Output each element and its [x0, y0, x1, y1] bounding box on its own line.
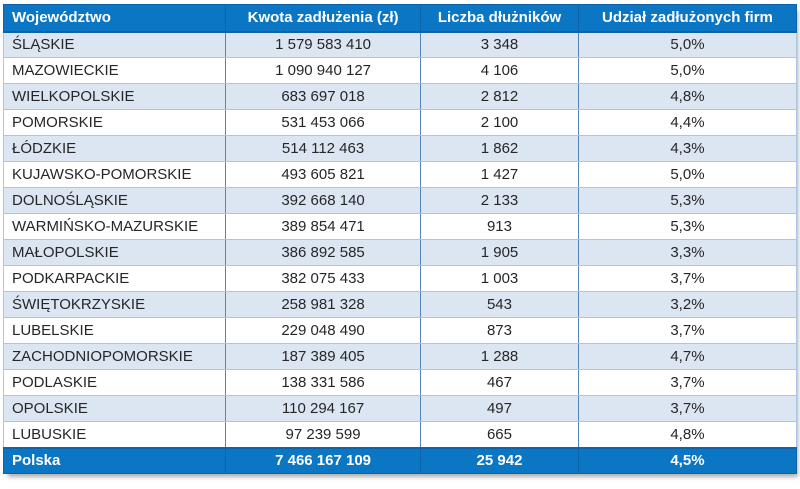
debt-share: 5,0% [578, 162, 796, 188]
table-row [4, 214, 797, 240]
debt-share: 4,7% [578, 344, 796, 370]
column-header-debtor-count: Liczba dłużników [421, 5, 579, 32]
debtor-count: 3 348 [421, 32, 579, 58]
voivodeship-name: ŚLĄSKIE [4, 32, 226, 58]
voivodeship-name: PODLASKIE [4, 370, 226, 396]
voivodeship-name: WARMIŃSKO-MAZURSKIE [4, 214, 226, 240]
debt-amount: 110 294 167 [226, 396, 421, 422]
debtor-count: 4 106 [421, 58, 579, 84]
table-row [4, 84, 797, 110]
debt-share: 4,4% [578, 110, 796, 136]
footer-debtor-count: 25 942 [421, 448, 579, 474]
table-row [4, 110, 797, 136]
debtor-count: 913 [421, 214, 579, 240]
table-row [4, 32, 797, 58]
voivodeship-name: POMORSKIE [4, 110, 226, 136]
table-row [4, 422, 797, 448]
table-row [4, 240, 797, 266]
debtor-count: 1 905 [421, 240, 579, 266]
debt-amount: 392 668 140 [226, 188, 421, 214]
debt-amount: 97 239 599 [226, 422, 421, 448]
table-row [4, 162, 797, 188]
debt-share: 4,3% [578, 136, 796, 162]
table-row [4, 292, 797, 318]
column-header-debt-amount: Kwota zadłużenia (zł) [226, 5, 421, 32]
debt-amount: 187 389 405 [226, 344, 421, 370]
debtor-count: 2 812 [421, 84, 579, 110]
debtor-count: 2 100 [421, 110, 579, 136]
voivodeship-name: WIELKOPOLSKIE [4, 84, 226, 110]
table-row [4, 136, 797, 162]
debt-amount: 386 892 585 [226, 240, 421, 266]
debtor-count: 1 862 [421, 136, 579, 162]
debt-share: 5,0% [578, 58, 796, 84]
debt-share: 4,8% [578, 84, 796, 110]
debtor-count: 1 288 [421, 344, 579, 370]
column-header-debt-share: Udział zadłużonych firm [578, 5, 796, 32]
table-header [4, 5, 797, 32]
voivodeship-name: LUBELSKIE [4, 318, 226, 344]
debt-share: 3,7% [578, 318, 796, 344]
table-row [4, 344, 797, 370]
footer-row [4, 448, 797, 474]
table-footer [4, 448, 797, 474]
table-row [4, 188, 797, 214]
table-body [4, 32, 797, 448]
debt-table [3, 4, 797, 474]
debt-amount: 514 112 463 [226, 136, 421, 162]
debtor-count: 1 427 [421, 162, 579, 188]
voivodeship-name: OPOLSKIE [4, 396, 226, 422]
voivodeship-name: PODKARPACKIE [4, 266, 226, 292]
debt-amount: 1 090 940 127 [226, 58, 421, 84]
debt-share: 5,3% [578, 214, 796, 240]
debtor-count: 665 [421, 422, 579, 448]
debtor-count: 543 [421, 292, 579, 318]
voivodeship-name: MAZOWIECKIE [4, 58, 226, 84]
column-header-voivodeship: Województwo [4, 5, 226, 32]
voivodeship-name: LUBUSKIE [4, 422, 226, 448]
voivodeship-name: MAŁOPOLSKIE [4, 240, 226, 266]
debtor-count: 1 003 [421, 266, 579, 292]
footer-debt-share: 4,5% [578, 448, 796, 474]
debt-amount: 382 075 433 [226, 266, 421, 292]
debt-share: 3,3% [578, 240, 796, 266]
debtor-count: 873 [421, 318, 579, 344]
debt-share: 4,8% [578, 422, 796, 448]
table-row [4, 58, 797, 84]
debt-amount: 493 605 821 [226, 162, 421, 188]
debt-amount: 229 048 490 [226, 318, 421, 344]
table-row [4, 396, 797, 422]
debt-share: 3,7% [578, 396, 796, 422]
voivodeship-name: ZACHODNIOPOMORSKIE [4, 344, 226, 370]
debtor-count: 2 133 [421, 188, 579, 214]
debt-share: 3,7% [578, 370, 796, 396]
footer-country-label: Polska [4, 448, 226, 474]
voivodeship-name: ŚWIĘTOKRZYSKIE [4, 292, 226, 318]
debt-share: 5,0% [578, 32, 796, 58]
table-row [4, 266, 797, 292]
footer-debt-amount: 7 466 167 109 [226, 448, 421, 474]
debt-amount: 531 453 066 [226, 110, 421, 136]
debt-share: 3,2% [578, 292, 796, 318]
debt-amount: 258 981 328 [226, 292, 421, 318]
voivodeship-name: DOLNOŚLĄSKIE [4, 188, 226, 214]
debt-amount: 138 331 586 [226, 370, 421, 396]
table-row [4, 318, 797, 344]
debt-share: 5,3% [578, 188, 796, 214]
debtor-count: 497 [421, 396, 579, 422]
debt-amount: 683 697 018 [226, 84, 421, 110]
voivodeship-name: ŁÓDZKIE [4, 136, 226, 162]
header-row [4, 5, 797, 32]
voivodeship-name: KUJAWSKO-POMORSKIE [4, 162, 226, 188]
voivodeship-debt-table [3, 4, 797, 474]
debt-amount: 389 854 471 [226, 214, 421, 240]
debt-amount: 1 579 583 410 [226, 32, 421, 58]
debt-share: 3,7% [578, 266, 796, 292]
debtor-count: 467 [421, 370, 579, 396]
table-row [4, 370, 797, 396]
